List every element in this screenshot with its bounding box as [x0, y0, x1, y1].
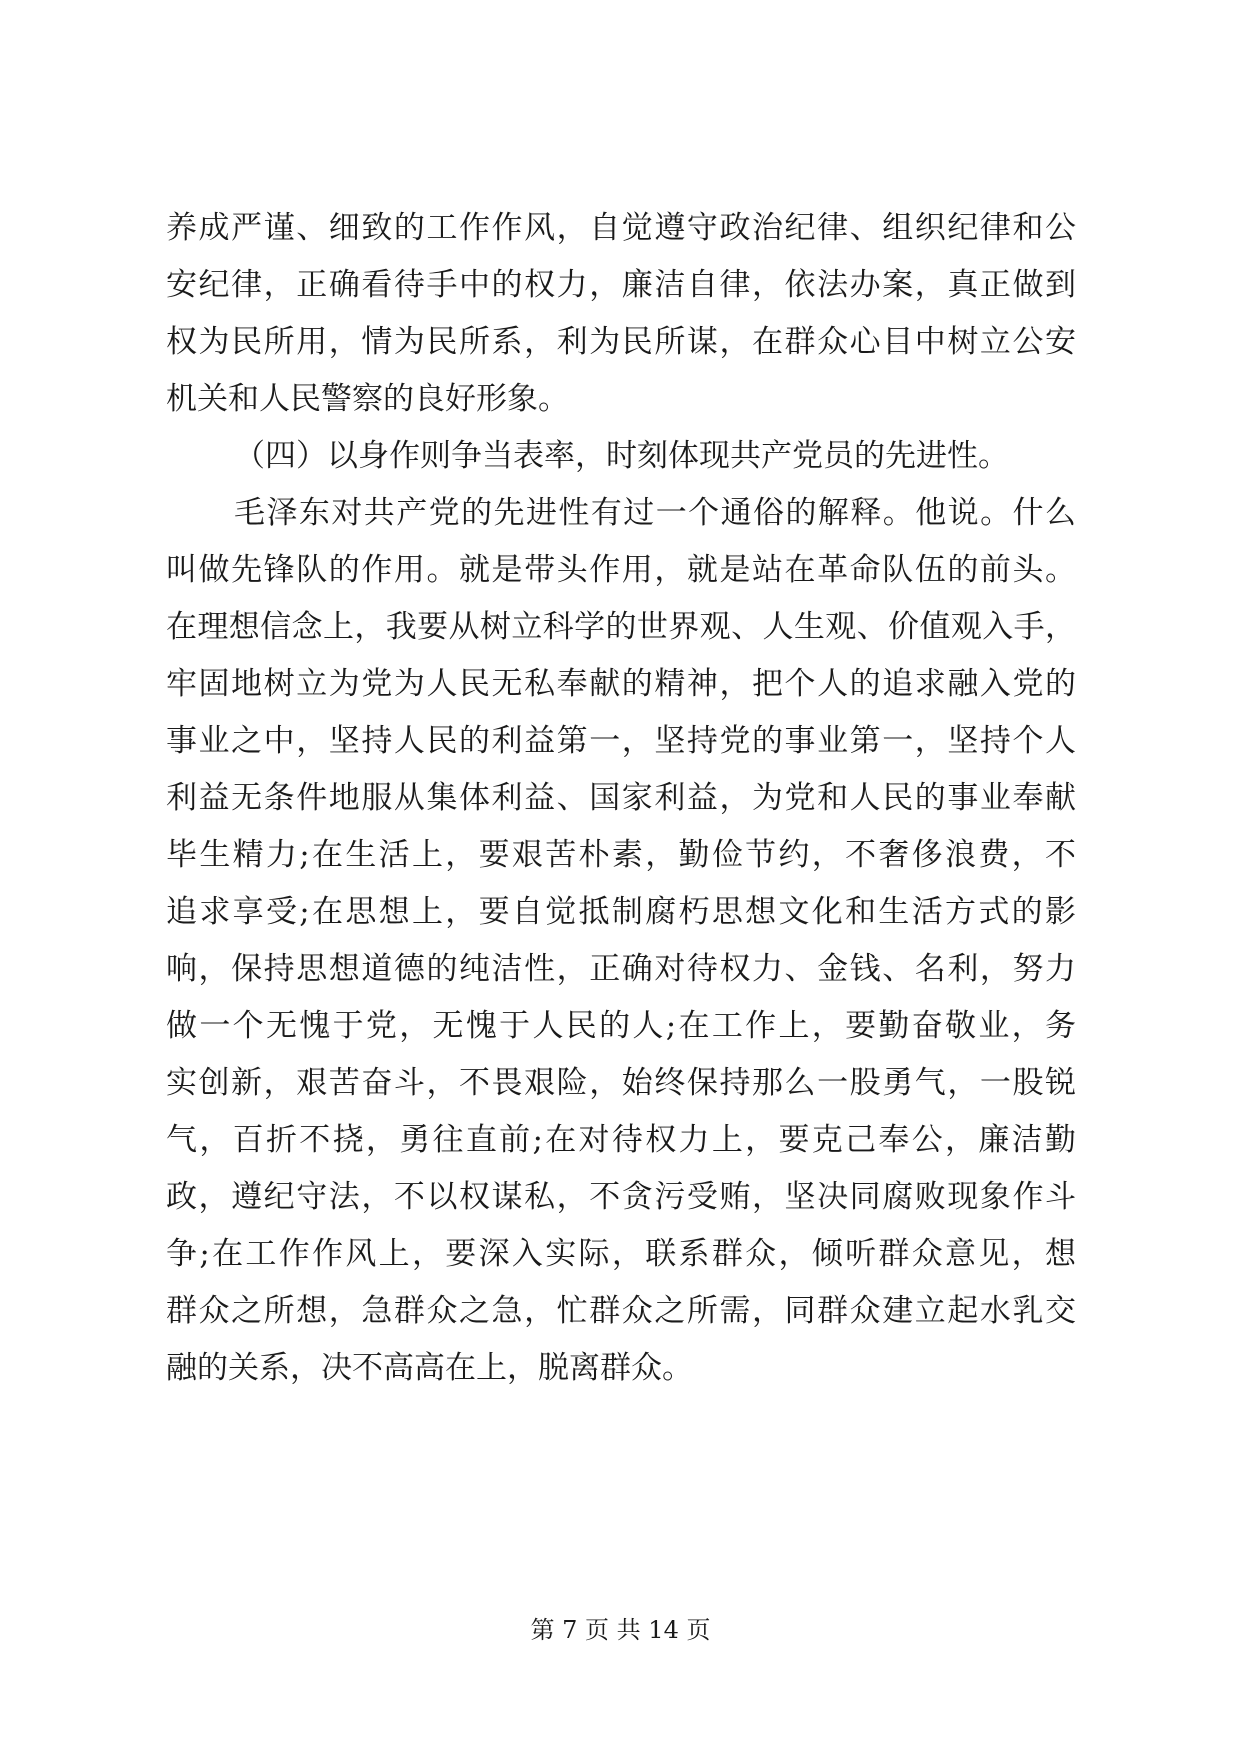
text-line: 在理想信念上，我要从树立科学的世界观、人生观、价值观入手，: [166, 609, 1076, 645]
text-line: 机关和人民警察的良好形象。: [166, 381, 569, 417]
page-number-footer: 第 7 页 共 14 页: [530, 1616, 711, 1644]
text-line: 做一个无愧于党，无愧于人民的人;在工作上，要勤奋敬业，务: [166, 1008, 1076, 1044]
text-line: 政，遵纪守法，不以权谋私，不贪污受贿，坚决同腐败现象作斗: [166, 1179, 1076, 1215]
section-heading: （四）以身作则争当表率，时刻体现共产党员的先进性。: [234, 438, 1009, 474]
text-line: 追求享受;在思想上，要自觉抵制腐朽思想文化和生活方式的影: [166, 894, 1076, 930]
text-line: 响，保持思想道德的纯洁性，正确对待权力、金钱、名利，努力: [166, 951, 1076, 987]
text-line: 安纪律，正确看待手中的权力，廉洁自律，依法办案，真正做到: [166, 267, 1076, 303]
text-line: 实创新，艰苦奋斗，不畏艰险，始终保持那么一股勇气，一股锐: [166, 1065, 1076, 1101]
text-line: 群众之所想，急群众之急，忙群众之所需，同群众建立起水乳交: [166, 1293, 1076, 1329]
text-line: 争;在工作作风上，要深入实际，联系群众，倾听群众意见，想: [166, 1236, 1076, 1272]
text-line: 毕生精力;在生活上，要艰苦朴素，勤俭节约，不奢侈浪费，不: [166, 837, 1076, 873]
text-line: 事业之中，坚持人民的利益第一，坚持党的事业第一，坚持个人: [166, 723, 1076, 759]
text-line: 利益无条件地服从集体利益、国家利益，为党和人民的事业奉献: [166, 780, 1076, 816]
text-line: 毛泽东对共产党的先进性有过一个通俗的解释。他说。什么: [234, 495, 1076, 531]
text-line: 融的关系，决不高高在上，脱离群众。: [166, 1350, 693, 1386]
text-line: 叫做先锋队的作用。就是带头作用，就是站在革命队伍的前头。: [166, 552, 1076, 588]
text-line: 气，百折不挠，勇往直前;在对待权力上，要克己奉公，廉洁勤: [166, 1122, 1076, 1158]
text-line: 养成严谨、细致的工作作风，自觉遵守政治纪律、组织纪律和公: [166, 210, 1076, 246]
text-line: 权为民所用，情为民所系，利为民所谋，在群众心目中树立公安: [166, 324, 1076, 360]
text-line: 牢固地树立为党为人民无私奉献的精神，把个人的追求融入党的: [166, 666, 1076, 702]
